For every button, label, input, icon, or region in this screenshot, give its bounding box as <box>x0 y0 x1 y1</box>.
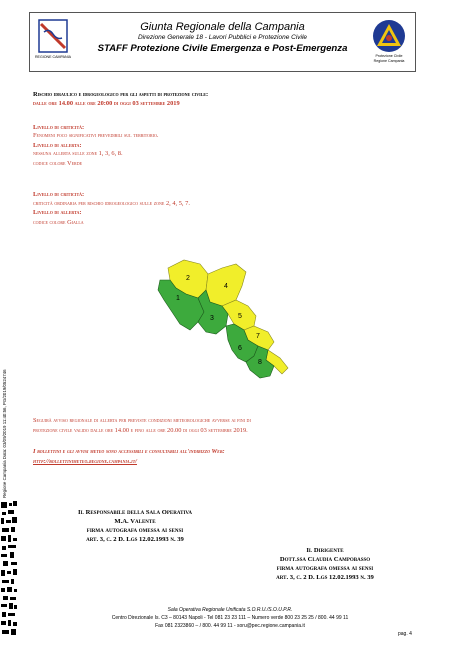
block1-crit-value: Fenomeni poco significativi prevedibili sul territorio. <box>33 132 159 139</box>
bulletin-time-range: dalle ore 14.00 alle ore 20:00 di oggi 03 settembre 2019 <box>33 100 180 107</box>
notice-line-2: protezione civile valido dalle ore 14.00 e fino alle ore 20.00 di oggi 03 settembre 2019. <box>33 427 248 434</box>
notice-bulletin-line: I bollettini e gli avvisi meteo sono accessibili e consultabili all'indirizzo Web: <box>33 448 225 455</box>
zone-label-4: 4 <box>224 283 228 290</box>
block1-alert-label: Livello di allerta: <box>33 142 82 149</box>
block2-crit-value: criticità ordinaria per rischio idrogeologico sulle zone 2, 4, 5, 7. <box>33 200 190 207</box>
footer <box>60 606 400 630</box>
block1-color-code: codice colore Verde <box>33 160 83 167</box>
zone-label-8: 8 <box>258 359 262 366</box>
signature-left-note2: art. 3, c. 2 D. Lgs 12.02.1993 n. 39 <box>86 536 184 543</box>
left-logo-caption: REGIONE CAMPANIA <box>34 55 72 59</box>
protezione-civile-logo <box>368 18 410 66</box>
block2-color-code: codice colore Gialla <box>33 219 84 226</box>
signature-right-name: Dott.ssa Claudia Campobasso <box>279 556 371 563</box>
header-subtitle: Direzione Generale 18 - Lavori Pubblici e Protezione Civile <box>137 34 308 41</box>
bollettini-meteo-link[interactable]: http://bollettinimeteo.regione.campania.it/ <box>33 458 137 465</box>
footer-line-2: Centro Direzionale Is. C3 – 80143 Napoli - Tel 081 23 23 111 – Numero verde 800 23 25 25 / 800. 44 99 11 <box>111 615 349 621</box>
zone-label-1: 1 <box>176 295 180 302</box>
footer-line-1: Sala Operativa Regionale Unificata S.O.R.U./S.O.U.P.R. <box>167 607 293 613</box>
signature-left <box>40 508 230 544</box>
page-number: pag. 4 <box>398 631 412 637</box>
barcode-icon <box>0 500 18 640</box>
signature-left-role: Il Responsabile della Sala Operativa <box>78 509 192 516</box>
signature-right-role: Il Dirigente <box>306 547 344 554</box>
right-logo-caption: Protezione Civile Regione Campania <box>373 54 405 63</box>
block2-alert-label: Livello di allerta: <box>33 209 82 216</box>
campania-alert-map <box>150 250 310 390</box>
signature-right-note1: firma autografa omessa ai sensi <box>276 565 374 572</box>
notice-line-1: Seguirà avviso regionale di allerta per previste condizioni meteorologiche avverse ai fini di <box>33 417 251 424</box>
regione-campania-logo <box>35 18 71 66</box>
zone-label-3: 3 <box>210 315 214 322</box>
block1-crit-label: Livello di criticità: <box>33 124 85 131</box>
footer-line-3: Fax 081 2323860 – / 800. 44 99 11 - soru@pec.regione.campania.it <box>155 623 305 629</box>
header-title: Giunta Regionale della Campania <box>140 21 305 33</box>
bulletin-heading: Rischio idraulico e idrogeologico per gli aspetti di protezione civile: <box>33 91 209 98</box>
header-staff: STAFF Protezione Civile Emergenza e Post-Emergenza <box>97 43 348 54</box>
signature-right-note2: art. 3, c. 2 D. Lgs 12.02.1993 n. 39 <box>276 574 374 581</box>
block1-alert-value: nessuna allerta sulle zone 1, 3, 6, 8. <box>33 150 123 157</box>
zone-label-7: 7 <box>256 333 260 340</box>
zone-label-2: 2 <box>186 275 190 282</box>
zone-label-6: 6 <box>238 345 242 352</box>
signature-left-note1: firma autografa omessa ai sensi <box>86 527 184 534</box>
protocol-stamp: Regione Campania Data: 03/09/2019 11:40:56, PG/2019/0524746 <box>2 369 7 498</box>
signature-right <box>230 546 420 582</box>
signature-left-name: M.A. Valente <box>114 518 156 525</box>
zone-label-5: 5 <box>238 313 242 320</box>
block2-crit-label: Livello di criticità: <box>33 191 85 198</box>
